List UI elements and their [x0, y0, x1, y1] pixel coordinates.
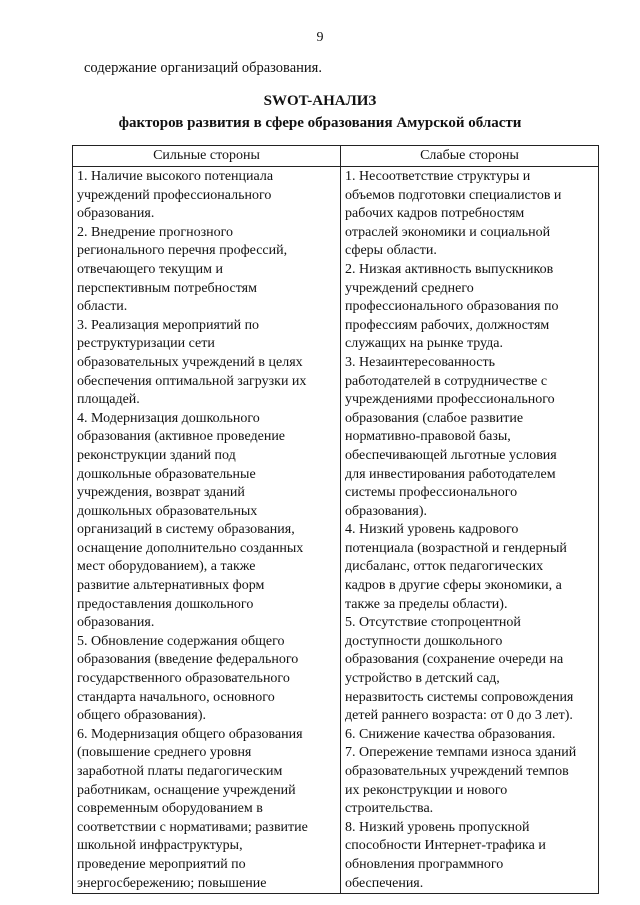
text-line: учреждения, возврат зданий: [77, 485, 245, 501]
text-line: образования (слабое развитие: [345, 410, 524, 426]
text-line: заработной платы педагогическим: [77, 764, 283, 779]
text-line: реконструкции зданий под: [77, 447, 236, 463]
text-line: учреждений среднего: [345, 280, 474, 296]
text-line: для инвестирования работодателем: [345, 466, 556, 482]
text-line: 7. Опережение темпами износа зданий: [345, 745, 577, 761]
text-line: профессионального образования по: [345, 299, 559, 315]
text-line: 5. Обновление содержания общего: [77, 633, 285, 649]
text-line: дисбаланс, отток педагогических: [345, 559, 544, 575]
document-title: SWOT-АНАЛИЗ: [263, 93, 377, 109]
text-line: регионального перечня профессий,: [77, 243, 288, 259]
text-line: 4. Низкий уровень кадрового: [345, 522, 519, 538]
text-line: перспективным потребностям: [77, 280, 257, 296]
text-line: профессиям рабочих, должностям: [345, 317, 550, 333]
text-line: 2. Внедрение прогнозного: [77, 224, 234, 240]
text-line: служащих на рынке труда.: [345, 336, 504, 352]
text-line: учреждений профессионального: [77, 187, 272, 203]
text-line: предоставления дошкольного: [77, 596, 254, 612]
text-line: нормативно-правовой базы,: [345, 429, 511, 445]
text-line: стандарта начального, основного: [77, 689, 275, 705]
text-line: энергосбережению; повышение: [77, 875, 267, 891]
text-line: площадей.: [77, 392, 140, 408]
text-line: образования (активное проведение: [77, 429, 286, 445]
text-line: оснащение дополнительно созданных: [77, 540, 304, 556]
text-line: 4. Модернизация дошкольного: [77, 410, 260, 426]
text-line: общего образования).: [77, 708, 207, 724]
weaknesses-header: Слабые стороны: [341, 146, 599, 167]
text-line: современным оборудованием в: [77, 801, 263, 817]
text-line: обеспечения оптимальной загрузки их: [77, 373, 307, 389]
document-subtitle: факторов развития в сфере образования Амурской области: [118, 115, 522, 131]
text-line: 8. Низкий уровень пропускной: [345, 819, 530, 835]
text-line: (повышение среднего уровня: [77, 745, 252, 761]
text-line: 3. Реализация мероприятий по: [77, 317, 260, 333]
text-line: образования.: [77, 206, 155, 222]
text-line: дошкольных образовательных: [77, 503, 258, 519]
text-line: 1. Несоответствие структуры и: [345, 169, 531, 184]
text-line: работодателей в сотрудничестве с: [345, 373, 548, 389]
text-line: образования.: [77, 615, 155, 631]
text-line: соответствии с нормативами; развитие: [77, 819, 308, 835]
text-line: отвечающего текущим и: [77, 261, 223, 277]
text-line: обеспечения.: [345, 875, 424, 891]
page-number: 9: [316, 30, 324, 45]
text-line: неразвитость системы сопровождения: [345, 689, 574, 705]
text-line: также за пределы области).: [345, 596, 508, 612]
text-line: устройство в детский сад,: [345, 671, 500, 687]
intro-text: содержание организаций образования.: [84, 60, 322, 76]
weaknesses-cell: [341, 167, 599, 894]
text-line: обеспечивающей льготные условия: [345, 447, 557, 463]
text-line: системы профессионального: [345, 485, 518, 501]
text-line: 6. Снижение качества образования.: [345, 726, 556, 742]
table-row: [73, 167, 599, 894]
text-line: образовательных учреждений в целях: [77, 354, 303, 370]
text-line: образования (введение федерального: [77, 652, 299, 668]
strengths-cell: [73, 167, 341, 894]
text-line: их реконструкции и нового: [345, 782, 508, 798]
text-line: школьной инфраструктуры,: [77, 838, 243, 854]
text-line: мест оборудованием), а также: [77, 559, 256, 575]
text-line: потенциала (возрастной и гендерный: [345, 540, 567, 556]
text-line: реструктуризации сети: [77, 336, 215, 352]
text-line: учреждениями профессионального: [345, 392, 555, 408]
table-header-row: [73, 146, 599, 167]
text-line: организаций в систему образования,: [77, 522, 295, 538]
text-line: области.: [77, 299, 128, 315]
text-line: способности Интернет-трафика и: [345, 838, 546, 854]
swot-table: [72, 145, 599, 894]
text-line: работникам, оснащение учреждений: [77, 782, 296, 798]
text-line: государственного образовательного: [77, 671, 290, 687]
text-line: образования (сохранение очереди на: [345, 652, 564, 668]
text-line: рабочих кадров потребностям: [345, 206, 525, 222]
text-line: образования).: [345, 503, 428, 519]
text-line: обновления программного: [345, 856, 504, 872]
text-line: дошкольные образовательные: [77, 466, 256, 482]
text-line: 3. Незаинтересованность: [345, 354, 496, 370]
strengths-header: Сильные стороны: [73, 146, 341, 167]
text-line: строительства.: [345, 801, 434, 817]
text-line: проведение мероприятий по: [77, 856, 246, 872]
text-line: кадров в другие сферы экономики, а: [345, 578, 562, 594]
text-line: 5. Отсутствие стопроцентной: [345, 615, 521, 631]
text-line: детей раннего возраста: от 0 до 3 лет).: [345, 708, 573, 724]
text-line: 6. Модернизация общего образования: [77, 726, 303, 742]
text-line: развитие альтернативных форм: [77, 578, 265, 594]
text-line: сферы области.: [345, 243, 437, 259]
text-line: 2. Низкая активность выпускников: [345, 261, 554, 277]
text-line: образовательных учреждений темпов: [345, 764, 569, 779]
text-line: доступности дошкольного: [345, 633, 503, 649]
text-line: объемов подготовки специалистов и: [345, 187, 562, 203]
text-line: 1. Наличие высокого потенциала: [77, 169, 274, 184]
text-line: отраслей экономики и социальной: [345, 224, 551, 240]
